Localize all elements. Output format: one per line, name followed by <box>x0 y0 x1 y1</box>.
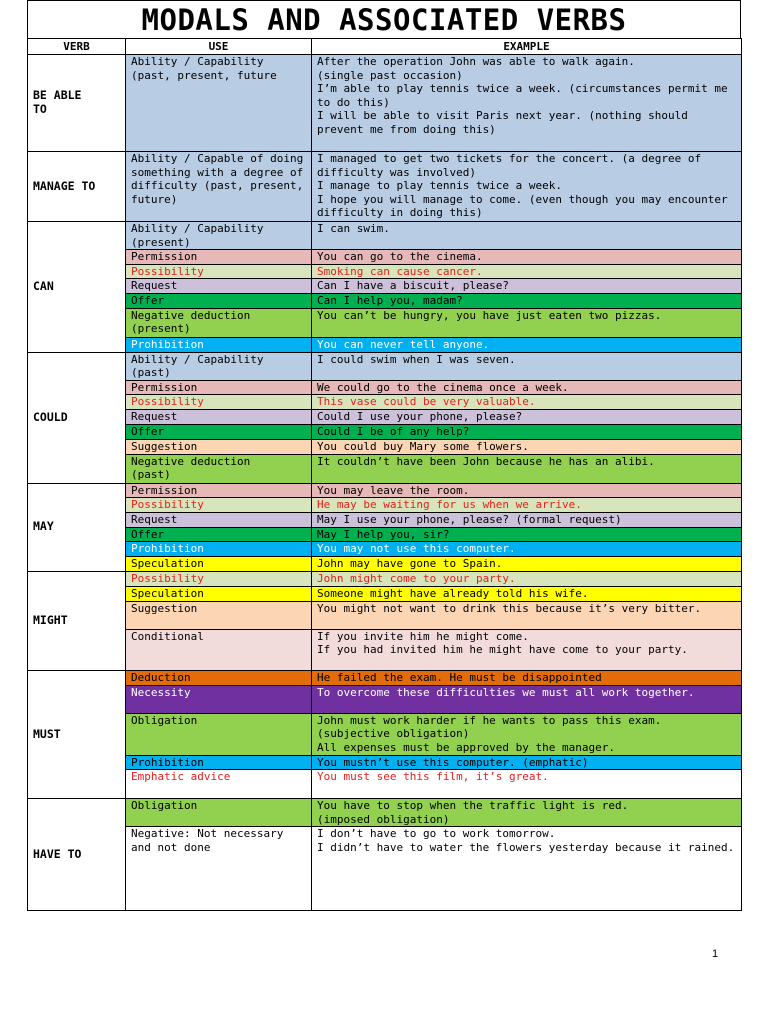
example-cell: I could swim when I was seven. <box>312 352 742 380</box>
table-row <box>28 513 742 528</box>
example-cell: John must work harder if he wants to pass this exam. (subjective obligation) All expenses must be approved by the manager. <box>312 713 742 755</box>
example-cell: You mustn’t use this computer. (emphatic) <box>312 755 742 770</box>
table-row <box>28 352 742 380</box>
verb-cell: CAN <box>28 222 126 353</box>
use-cell: Prohibition <box>126 542 312 557</box>
header-use: USE <box>126 39 312 55</box>
use-cell: Request <box>126 513 312 528</box>
example-cell: To overcome these difficulties we must all work together. <box>312 685 742 713</box>
table-row <box>28 337 742 352</box>
page-title: MODALS AND ASSOCIATED VERBS <box>27 0 741 38</box>
use-cell: Possibility <box>126 498 312 513</box>
use-cell: Permission <box>126 380 312 395</box>
table-row <box>28 799 742 827</box>
table-row <box>28 629 742 670</box>
use-cell: Offer <box>126 527 312 542</box>
use-cell: Ability / Capability (past) <box>126 352 312 380</box>
use-cell: Possibility <box>126 264 312 279</box>
example-cell: He may be waiting for us when we arrive. <box>312 498 742 513</box>
table-row <box>28 222 742 250</box>
header-example: EXAMPLE <box>312 39 742 55</box>
use-cell: Request <box>126 279 312 294</box>
use-cell: Ability / Capability (past, present, future <box>126 55 312 152</box>
verb-cell: MIGHT <box>28 571 126 670</box>
use-cell: Negative deduction (present) <box>126 308 312 337</box>
use-cell: Conditional <box>126 629 312 670</box>
example-cell: It couldn’t have been John because he has an alibi. <box>312 454 742 483</box>
table-row <box>28 410 742 425</box>
verb-cell: BE ABLE TO <box>28 55 126 152</box>
table-row <box>28 527 742 542</box>
table-row <box>28 685 742 713</box>
verb-cell: COULD <box>28 352 126 483</box>
verb-cell: MUST <box>28 670 126 799</box>
use-cell: Negative: Not necessary and not done <box>126 827 312 911</box>
table-row <box>28 308 742 337</box>
modals-table <box>27 38 742 911</box>
table-row <box>28 557 742 572</box>
table-row <box>28 264 742 279</box>
use-cell: Emphatic advice <box>126 770 312 799</box>
verb-cell: HAVE TO <box>28 799 126 911</box>
use-cell: Ability / Capable of doing something with a degree of difficulty (past, present, future) <box>126 152 312 222</box>
example-cell: I can swim. <box>312 222 742 250</box>
header-verb: VERB <box>28 39 126 55</box>
example-cell: John may have gone to Spain. <box>312 557 742 572</box>
example-cell: After the operation John was able to walk again. (single past occasion) I’m able to play tennis twice a week. (circumstances permit me to do this) I will be able to visit Paris next year. (nothing should prevent me from doing this) <box>312 55 742 152</box>
table-row <box>28 55 742 152</box>
example-cell: Can I help you, madam? <box>312 293 742 308</box>
page-number: 1 <box>712 948 719 960</box>
use-cell: Prohibition <box>126 755 312 770</box>
example-cell: Could I be of any help? <box>312 424 742 439</box>
table-header-row <box>28 39 742 55</box>
example-cell: John might come to your party. <box>312 571 742 586</box>
table-body <box>28 55 742 911</box>
use-cell: Prohibition <box>126 337 312 352</box>
table-row <box>28 424 742 439</box>
table-row <box>28 755 742 770</box>
use-cell: Offer <box>126 424 312 439</box>
use-cell: Possibility <box>126 395 312 410</box>
table-row <box>28 586 742 601</box>
table-row <box>28 483 742 498</box>
table-row <box>28 827 742 911</box>
use-cell: Permission <box>126 250 312 265</box>
example-cell: I don’t have to go to work tomorrow. I didn’t have to water the flowers yesterday because it rained. <box>312 827 742 911</box>
use-cell: Offer <box>126 293 312 308</box>
table-row <box>28 380 742 395</box>
table-row <box>28 713 742 755</box>
use-cell: Obligation <box>126 713 312 755</box>
example-cell: We could go to the cinema once a week. <box>312 380 742 395</box>
example-cell: May I use your phone, please? (formal request) <box>312 513 742 528</box>
document <box>27 0 741 911</box>
use-cell: Possibility <box>126 571 312 586</box>
table-row <box>28 279 742 294</box>
example-cell: You can never tell anyone. <box>312 337 742 352</box>
example-cell: You must see this film, it’s great. <box>312 770 742 799</box>
example-cell: You may not use this computer. <box>312 542 742 557</box>
example-cell: You may leave the room. <box>312 483 742 498</box>
use-cell: Speculation <box>126 586 312 601</box>
use-cell: Obligation <box>126 799 312 827</box>
table-row <box>28 293 742 308</box>
example-cell: Can I have a biscuit, please? <box>312 279 742 294</box>
table-row <box>28 250 742 265</box>
example-cell: You have to stop when the traffic light is red. (imposed obligation) <box>312 799 742 827</box>
table-row <box>28 601 742 629</box>
verb-cell: MAY <box>28 483 126 571</box>
use-cell: Permission <box>126 483 312 498</box>
example-cell: Someone might have already told his wife. <box>312 586 742 601</box>
use-cell: Necessity <box>126 685 312 713</box>
use-cell: Negative deduction (past) <box>126 454 312 483</box>
verb-cell: MANAGE TO <box>28 152 126 222</box>
example-cell: You can go to the cinema. <box>312 250 742 265</box>
example-cell: Could I use your phone, please? <box>312 410 742 425</box>
example-cell: You might not want to drink this because it’s very bitter. <box>312 601 742 629</box>
table-row <box>28 439 742 454</box>
use-cell: Deduction <box>126 670 312 685</box>
use-cell: Request <box>126 410 312 425</box>
table-row <box>28 152 742 222</box>
example-cell: May I help you, sir? <box>312 527 742 542</box>
example-cell: You could buy Mary some flowers. <box>312 439 742 454</box>
table-row <box>28 395 742 410</box>
use-cell: Suggestion <box>126 439 312 454</box>
example-cell: Smoking can cause cancer. <box>312 264 742 279</box>
table-row <box>28 670 742 685</box>
use-cell: Ability / Capability (present) <box>126 222 312 250</box>
use-cell: Speculation <box>126 557 312 572</box>
example-cell: He failed the exam. He must be disappointed <box>312 670 742 685</box>
example-cell: If you invite him he might come. If you had invited him he might have come to your party. <box>312 629 742 670</box>
table-row <box>28 770 742 799</box>
table-row <box>28 498 742 513</box>
use-cell: Suggestion <box>126 601 312 629</box>
table-row <box>28 571 742 586</box>
table-row <box>28 454 742 483</box>
example-cell: You can’t be hungry, you have just eaten two pizzas. <box>312 308 742 337</box>
table-row <box>28 542 742 557</box>
example-cell: This vase could be very valuable. <box>312 395 742 410</box>
example-cell: I managed to get two tickets for the concert. (a degree of difficulty was involved) I manage to play tennis twice a week. I hope you will manage to come. (even though you may encounter difficulty in doing this) <box>312 152 742 222</box>
